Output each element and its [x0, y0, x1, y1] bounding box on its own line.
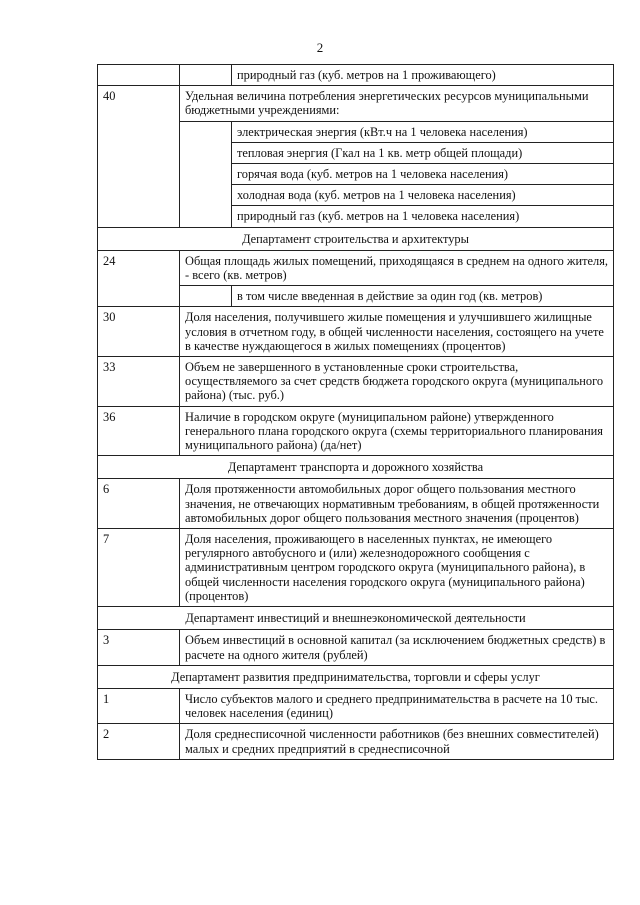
indicator-row: [98, 479, 614, 529]
indicator-text: Общая площадь жилых помещений, приходящаяся в среднем на одного жителя, - всего (кв. метров): [180, 250, 614, 285]
sub-indicator-text: электрическая энергия (кВт.ч на 1 человека населения): [232, 121, 614, 142]
section-title: Департамент инвестиций и внешнеэкономической деятельности: [98, 607, 614, 630]
indicator-text: Наличие в городском округе (муниципальном районе) утвержденного генерального плана городского округа (схемы территориального планирования муниципального района) (да/нет): [180, 406, 614, 456]
indent-cell: [180, 65, 232, 86]
sub-indicator-text: в том числе введенная в действие за один год (кв. метров): [232, 286, 614, 307]
indicator-row: [98, 307, 614, 357]
indicator-text: Доля населения, проживающего в населенных пунктах, не имеющего регулярного автобусного и (или) железнодорожного сообщения с административным центром городского округа (муниципального района), в общей численности населения городского округа (муниципального района) (процентов): [180, 529, 614, 607]
sub-indicator-text: тепловая энергия (Гкал на 1 кв. метр общей площади): [232, 142, 614, 163]
section-header-row: [98, 456, 614, 479]
page-number: 2: [316, 40, 324, 55]
section-title: Департамент развития предпринимательства, торговли и сферы услуг: [98, 665, 614, 688]
section-title: Департамент строительства и архитектуры: [98, 227, 614, 250]
indicator-number: 6: [98, 479, 180, 529]
indicator-number: 40: [98, 86, 180, 227]
indicator-table-body: [98, 65, 614, 760]
indicator-text: Доля среднесписочной численности работников (без внешних совместителей) малых и средних предприятий в среднесписочной: [180, 724, 614, 759]
indicator-text: Доля протяженности автомобильных дорог общего пользования местного значения, не отвечающих нормативным требованиям, в общей протяженности автомобильных дорог общего пользования местного значения (процентов): [180, 479, 614, 529]
sub-indicator-text: горячая вода (куб. метров на 1 человека населения): [232, 164, 614, 185]
indicator-number: 30: [98, 307, 180, 357]
indicator-text: Удельная величина потребления энергетических ресурсов муниципальными бюджетными учреждениями:: [180, 86, 614, 121]
indicator-number: 7: [98, 529, 180, 607]
indicator-number: 36: [98, 406, 180, 456]
indicator-number: 2: [98, 724, 180, 759]
indicator-number: 24: [98, 250, 180, 307]
indicator-row: [98, 529, 614, 607]
indicator-number: 33: [98, 357, 180, 407]
sub-indicator-text: холодная вода (куб. метров на 1 человека населения): [232, 185, 614, 206]
section-header-row: [98, 607, 614, 630]
section-title: Департамент транспорта и дорожного хозяйства: [98, 456, 614, 479]
indicator-table: [97, 64, 614, 760]
indicator-row: [98, 86, 614, 121]
indicator-text: Объем инвестиций в основной капитал (за исключением бюджетных средств) в расчете на одного жителя (рублей): [180, 630, 614, 665]
indicator-number: 3: [98, 630, 180, 665]
sub-indicator-text: природный газ (куб. метров на 1 человека населения): [232, 206, 614, 227]
indent-cell: [180, 286, 232, 307]
sub-indicator-row: [98, 65, 614, 86]
indicator-text: Объем не завершенного в установленные сроки строительства, осуществляемого за счет средств бюджета городского округа (муниципального района) (тыс. руб.): [180, 357, 614, 407]
indicator-number: 1: [98, 688, 180, 723]
indicator-text: Число субъектов малого и среднего предпринимательства в расчете на 10 тыс. человек населения (единиц): [180, 688, 614, 723]
indicator-row: [98, 406, 614, 456]
indicator-row: [98, 357, 614, 407]
section-header-row: [98, 227, 614, 250]
indicator-row: [98, 724, 614, 759]
section-header-row: [98, 665, 614, 688]
indicator-text: Доля населения, получившего жилые помещения и улучшившего жилищные условия в отчетном году, в общей численности населения, состоящего на учете в качестве нуждающегося в жилых помещениях (процентов): [180, 307, 614, 357]
indicator-row: [98, 250, 614, 285]
indent-cell: [180, 121, 232, 227]
sub-indicator-text: природный газ (куб. метров на 1 проживающего): [232, 65, 614, 86]
number-cell: [98, 65, 180, 86]
indicator-row: [98, 688, 614, 723]
indicator-row: [98, 630, 614, 665]
